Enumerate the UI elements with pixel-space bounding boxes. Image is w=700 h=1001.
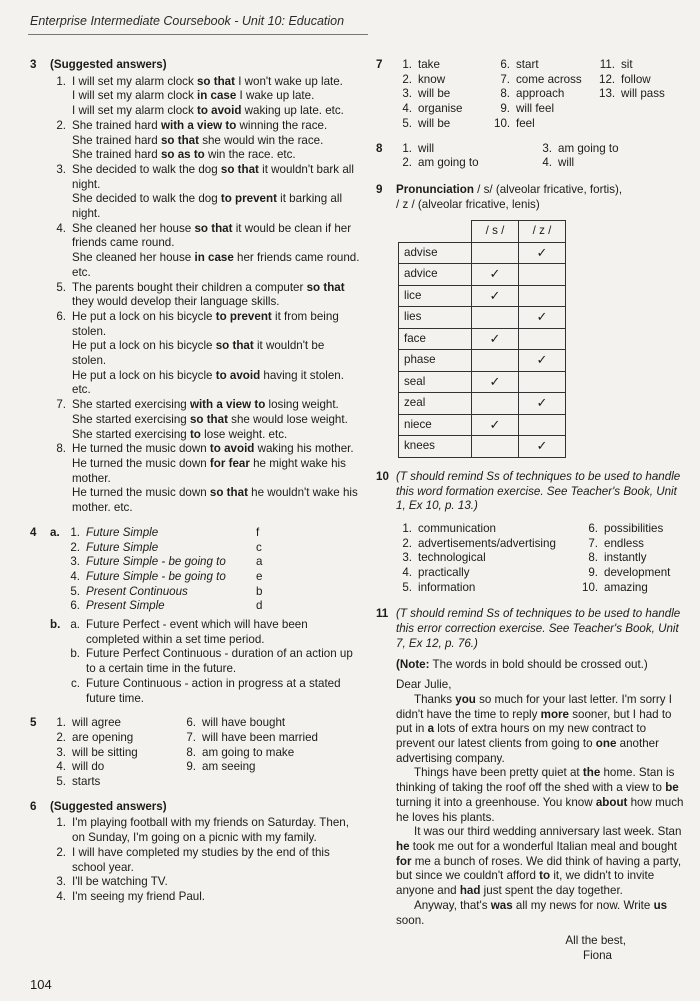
check-mark-s — [472, 307, 519, 329]
explanation-list — [64, 618, 360, 706]
answer-text: She decided to walk the dog so that it wouldn't bark all night. She decided to walk the dog to prevent it barking all night. — [72, 162, 354, 221]
item-text: will pass — [621, 87, 665, 101]
header-rule — [28, 34, 368, 35]
tense-name: Future Simple — [86, 525, 159, 539]
item-number: 7. — [56, 398, 66, 412]
item-number: c. — [70, 676, 80, 690]
item-number: 1. — [56, 74, 66, 88]
list-item — [64, 526, 360, 541]
letter-signature: Fiona — [582, 948, 612, 962]
teacher-note: (T should remind Ss of techniques to be used to handle this error correction exercise. See Teacher's Book, Unit 7, Ex 12, p. 76.) — [396, 607, 681, 650]
check-mark-s: ✓ — [472, 414, 519, 436]
list-item — [64, 599, 360, 614]
list-item — [396, 156, 536, 171]
phoneme-description: / s/ (alveolar fricative, fortis), — [477, 182, 623, 196]
word-cell: advice — [399, 264, 472, 286]
table-row — [399, 242, 566, 264]
item-text: will be — [418, 116, 451, 130]
item-text: will do — [72, 760, 105, 774]
item-number: 5. — [56, 775, 66, 789]
list-item — [396, 58, 494, 73]
item-number: 3. — [542, 141, 552, 155]
item-number: 6. — [588, 521, 598, 535]
item-number: 4. — [56, 889, 66, 903]
item-number: 4. — [542, 156, 552, 170]
exercise-number: 6 — [30, 799, 37, 813]
item-number: 9. — [186, 760, 196, 774]
list-item — [396, 537, 582, 552]
letter-body — [396, 693, 686, 928]
check-mark-z — [519, 285, 566, 307]
list-item — [582, 551, 670, 566]
tense-name: Present Simple — [86, 599, 165, 613]
list-item — [180, 746, 318, 761]
list-item — [64, 618, 360, 647]
explanation-text: Future Perfect Continuous - duration of an action up to a certain time in the future. — [86, 647, 353, 676]
item-text: amazing — [604, 580, 648, 594]
item-number: 7. — [500, 72, 510, 86]
item-text: starts — [72, 775, 101, 789]
item-number: 6. — [56, 309, 66, 323]
exercise-3 — [30, 58, 360, 516]
exercise-title: Pronunciation — [396, 182, 474, 196]
match-letter: c — [256, 540, 262, 554]
list-item — [494, 58, 599, 73]
item-text: will have bought — [202, 716, 286, 730]
part-label: b. — [50, 618, 61, 632]
item-number: 2. — [402, 72, 412, 86]
list-item — [180, 731, 318, 746]
item-number: 6. — [500, 58, 510, 71]
list-item — [396, 566, 582, 581]
item-number: 9. — [588, 566, 598, 580]
item-text: follow — [621, 72, 651, 86]
check-mark-s — [472, 350, 519, 372]
item-text: technological — [418, 551, 486, 565]
answer-text: She started exercising with a view to losing weight. She started exercising so that she would lose weight. She started exercising to lose weight. etc. — [72, 398, 348, 441]
item-text: advertisements/advertising — [418, 536, 556, 550]
check-mark-z — [519, 414, 566, 436]
letter-closing: All the best, — [565, 934, 626, 948]
exercise-7 — [376, 58, 686, 132]
item-number: 7. — [588, 536, 598, 550]
item-number: 8. — [56, 442, 66, 456]
item-number: 5. — [402, 580, 412, 594]
item-number: 10. — [582, 580, 599, 594]
left-column — [30, 58, 360, 911]
item-number: 2. — [402, 156, 412, 170]
explanation-text: Future Continuous - action in progress at a stated future time. — [86, 676, 341, 705]
table-row — [399, 414, 566, 436]
part-label: a. — [50, 525, 60, 539]
check-mark-s — [472, 393, 519, 415]
phoneme-description: / z / (alveolar fricative, lenis) — [396, 197, 540, 211]
list-item — [50, 119, 360, 163]
exercise-title: (Suggested answers) — [50, 799, 167, 813]
item-number: a. — [70, 618, 80, 632]
item-number: 4. — [70, 569, 80, 583]
list-item — [50, 760, 180, 775]
word-cell: lies — [399, 307, 472, 329]
exercise-number: 9 — [376, 182, 383, 196]
item-number: 8. — [588, 551, 598, 565]
answer-column — [536, 142, 619, 171]
item-number: 13. — [599, 87, 616, 101]
list-item — [582, 522, 670, 537]
item-number: 1. — [402, 141, 412, 155]
exercise-number: 8 — [376, 141, 383, 155]
table-row — [399, 393, 566, 415]
item-text: communication — [418, 521, 496, 535]
list-item — [64, 541, 360, 556]
item-number: 5. — [56, 280, 66, 294]
word-cell: lice — [399, 285, 472, 307]
item-text: am going to — [558, 141, 619, 155]
item-number: 1. — [402, 58, 412, 71]
item-number: 6. — [70, 599, 80, 613]
item-number: 3. — [70, 555, 80, 569]
exercise-8 — [376, 142, 686, 171]
list-item — [50, 398, 360, 442]
list-item — [50, 310, 360, 398]
item-number: 4. — [56, 221, 66, 235]
answer-list — [50, 816, 360, 904]
item-number: 7. — [186, 730, 196, 744]
check-mark-s: ✓ — [472, 264, 519, 286]
column-header-s: / s / — [472, 221, 519, 243]
exercise-6 — [30, 800, 360, 905]
list-item — [582, 581, 670, 596]
check-mark-z — [519, 328, 566, 350]
answer-column — [180, 716, 318, 790]
list-item — [494, 73, 599, 88]
answer-column — [494, 58, 599, 132]
exercise-title: (Suggested answers) — [50, 58, 167, 71]
item-number: 3. — [56, 745, 66, 759]
list-item — [64, 570, 360, 585]
item-text: come across — [516, 72, 582, 86]
item-text: will be — [418, 87, 451, 101]
list-item — [582, 537, 670, 552]
list-item — [396, 117, 494, 132]
teacher-note: (T should remind Ss of techniques to be used to handle this word formation exercise. See Teacher's Book, Unit 1, Ex 10, p. 13.) — [396, 469, 681, 513]
check-mark-z: ✓ — [519, 242, 566, 264]
explanation-text: Future Perfect - event which will have been completed within a set time period. — [86, 618, 308, 646]
list-item — [180, 716, 318, 731]
list-item — [536, 142, 619, 157]
table-row — [399, 350, 566, 372]
answer-list — [50, 75, 360, 516]
item-number: 8. — [500, 87, 510, 101]
item-number: 5. — [70, 584, 80, 598]
table-row — [399, 285, 566, 307]
word-cell: knees — [399, 436, 472, 458]
page-number: 104 — [30, 977, 52, 992]
table-corner — [399, 221, 472, 243]
exercise-5 — [30, 716, 360, 790]
list-item — [50, 75, 360, 119]
list-item — [64, 555, 360, 570]
list-item — [599, 73, 665, 88]
list-item — [396, 551, 582, 566]
check-mark-z: ✓ — [519, 307, 566, 329]
item-number: 2. — [56, 118, 66, 132]
list-item — [50, 846, 360, 875]
item-text: instantly — [604, 551, 647, 565]
check-mark-s: ✓ — [472, 371, 519, 393]
match-letter: b — [256, 584, 263, 598]
table-row — [399, 264, 566, 286]
item-number: 2. — [402, 536, 412, 550]
item-text: am seeing — [202, 760, 256, 774]
list-item — [64, 677, 360, 706]
check-mark-z: ✓ — [519, 436, 566, 458]
list-item — [396, 73, 494, 88]
tense-name: Future Simple - be going to — [86, 569, 226, 583]
item-text: organise — [418, 102, 463, 116]
list-item — [64, 585, 360, 600]
check-mark-s — [472, 242, 519, 264]
list-item — [396, 102, 494, 117]
running-header: Enterprise Intermediate Coursebook - Unit 10: Education — [30, 14, 345, 28]
list-item — [64, 647, 360, 676]
check-mark-z — [519, 264, 566, 286]
list-item — [180, 760, 318, 775]
list-item — [50, 163, 360, 222]
item-number: 3. — [402, 87, 412, 101]
letter-paragraph: It was our third wedding anniversary last week. Stan he took me out for a wonderful Italian meal and bought for me a bunch of roses. We did think of having a party, but since we couldn't afford to it, we didn't to invite anyone and had just spent the day together. — [396, 825, 682, 898]
list-item — [50, 222, 360, 281]
match-letter: e — [256, 569, 263, 583]
list-item — [50, 775, 180, 790]
item-text: approach — [516, 87, 565, 101]
item-text: possibilities — [604, 521, 664, 535]
check-mark-z: ✓ — [519, 393, 566, 415]
list-item — [582, 566, 670, 581]
list-item — [50, 442, 360, 516]
list-item — [494, 87, 599, 102]
match-letter: a — [256, 555, 263, 569]
answer-text: I will set my alarm clock so that I won't wake up late. I will set my alarm clock in case I wake up late. I will set my alarm clock to avoid waking up late. etc. — [72, 74, 344, 118]
item-number: 9. — [500, 102, 510, 116]
item-text: will — [558, 156, 575, 170]
check-mark-z: ✓ — [519, 350, 566, 372]
item-number: 3. — [56, 162, 66, 176]
list-item — [396, 522, 582, 537]
answer-text: She trained hard with a view to winning the race. She trained hard so that she would win the race. She trained hard so as to win the race. etc. — [72, 118, 328, 162]
item-text: I will have completed my studies by the end of this school year. — [72, 845, 330, 874]
item-text: will agree — [72, 716, 121, 730]
match-letter: f — [256, 525, 260, 539]
list-item — [396, 581, 582, 596]
note-label: (Note: — [396, 657, 430, 671]
item-text: practically — [418, 566, 470, 580]
item-text: will feel — [516, 102, 555, 116]
answer-column — [396, 142, 536, 171]
item-text: sit — [621, 58, 633, 71]
item-number: 2. — [70, 540, 80, 554]
item-text: will be sitting — [72, 745, 138, 759]
check-mark-s: ✓ — [472, 285, 519, 307]
word-cell: niece — [399, 414, 472, 436]
item-text: am going to make — [202, 745, 295, 759]
item-number: 8. — [186, 745, 196, 759]
answer-text: He put a lock on his bicycle to prevent it from being stolen. He put a lock on his bicycle so that it wouldn't be stolen. He put a lock on his bicycle to avoid having it stolen. etc. — [72, 309, 344, 397]
list-item — [50, 875, 360, 890]
item-number: 1. — [70, 525, 80, 539]
exercise-number: 3 — [30, 58, 37, 71]
exercise-4 — [30, 526, 360, 706]
item-text: I'll be watching TV. — [72, 875, 168, 889]
answer-text: He turned the music down to avoid waking his mother. He turned the music down for fear he might wake his mother. He turned the music down so that he wouldn't wake his mother. etc. — [72, 442, 358, 515]
word-cell: zeal — [399, 393, 472, 415]
item-text: know — [418, 72, 446, 86]
item-text: am going to — [418, 156, 479, 170]
list-item — [599, 58, 665, 73]
word-cell: seal — [399, 371, 472, 393]
item-text: endless — [604, 536, 644, 550]
answer-column — [396, 522, 582, 596]
item-number: 1. — [56, 716, 66, 730]
letter-paragraph: Things have been pretty quiet at the home. Stan is thinking of taking the roof off the shed with a view to be turning it into a greenhouse. You know about how much he loves his plants. — [396, 766, 684, 824]
list-item — [50, 816, 360, 845]
item-number: 2. — [56, 845, 66, 859]
table-row — [399, 371, 566, 393]
item-text: will — [418, 141, 435, 155]
list-item — [50, 890, 360, 905]
item-number: 10. — [494, 116, 511, 130]
item-text: I'm seeing my friend Paul. — [72, 889, 206, 903]
item-number: 12. — [599, 72, 616, 86]
exercise-9 — [376, 183, 686, 458]
list-item — [599, 87, 665, 102]
item-text: information — [418, 580, 476, 594]
item-text: I'm playing football with my friends on Saturday. Then, on Sunday, I'm going on a picnic with my family. — [72, 816, 349, 845]
word-cell: advise — [399, 242, 472, 264]
list-item — [396, 142, 536, 157]
word-cell: face — [399, 328, 472, 350]
item-text: take — [418, 58, 440, 71]
table-row — [399, 328, 566, 350]
answer-text: The parents bought their children a computer so that they would develop their language skills. — [72, 280, 345, 309]
letter-paragraph: Anyway, that's was all my news for now. Write us soon. — [396, 898, 668, 927]
list-item — [50, 716, 180, 731]
list-item — [536, 156, 619, 171]
answer-column — [396, 58, 494, 132]
table-row — [399, 436, 566, 458]
letter-paragraph: Thanks you so much for your last letter. I'm sorry I didn't have the time to reply more sooner, but I had to put in a lots of extra hours on my new contract to prevent our latest clients from going to one another advertising company. — [396, 692, 673, 765]
item-text: are opening — [72, 730, 134, 744]
item-number: 3. — [56, 875, 66, 889]
item-number: 4. — [402, 566, 412, 580]
list-item — [494, 117, 599, 132]
list-item — [396, 87, 494, 102]
item-number: 2. — [56, 730, 66, 744]
column-header-z: / z / — [519, 221, 566, 243]
item-text: feel — [516, 116, 535, 130]
exercise-11 — [376, 607, 686, 963]
list-item — [50, 746, 180, 761]
item-number: 1. — [56, 816, 66, 830]
tense-list — [64, 526, 360, 614]
match-letter: d — [256, 599, 263, 613]
item-text: development — [604, 566, 671, 580]
right-column — [376, 58, 686, 970]
item-number: 4. — [402, 102, 412, 116]
item-number: b. — [70, 647, 80, 661]
answer-column — [599, 58, 665, 132]
tense-name: Future Simple — [86, 540, 159, 554]
tense-name: Future Simple - be going to — [86, 555, 226, 569]
table-row — [399, 307, 566, 329]
list-item — [50, 281, 360, 310]
pronunciation-table — [398, 220, 566, 458]
answer-column — [582, 522, 670, 596]
list-item — [494, 102, 599, 117]
exercise-10 — [376, 470, 686, 596]
check-mark-s: ✓ — [472, 328, 519, 350]
item-text: will have been married — [202, 730, 318, 744]
note-text: The words in bold should be crossed out.) — [432, 657, 648, 671]
word-cell: phase — [399, 350, 472, 372]
item-number: 3. — [402, 551, 412, 565]
exercise-number: 11 — [376, 607, 389, 621]
exercise-number: 4 — [30, 525, 37, 539]
item-number: 5. — [402, 116, 412, 130]
letter-salutation: Dear Julie, — [396, 678, 452, 692]
item-text: start — [516, 58, 539, 71]
exercise-number: 7 — [376, 58, 383, 71]
check-mark-s — [472, 436, 519, 458]
item-number: 4. — [56, 760, 66, 774]
item-number: 6. — [186, 716, 196, 730]
item-number: 1. — [402, 521, 412, 535]
check-mark-z — [519, 371, 566, 393]
answer-column — [50, 716, 180, 790]
exercise-number: 10 — [376, 469, 389, 483]
answer-text: She cleaned her house so that it would be clean if her friends came round. She cleaned her house in case her friends came round. etc. — [72, 221, 360, 279]
item-number: 11. — [599, 58, 615, 71]
exercise-number: 5 — [30, 716, 37, 730]
tense-name: Present Continuous — [86, 584, 188, 598]
list-item — [50, 731, 180, 746]
